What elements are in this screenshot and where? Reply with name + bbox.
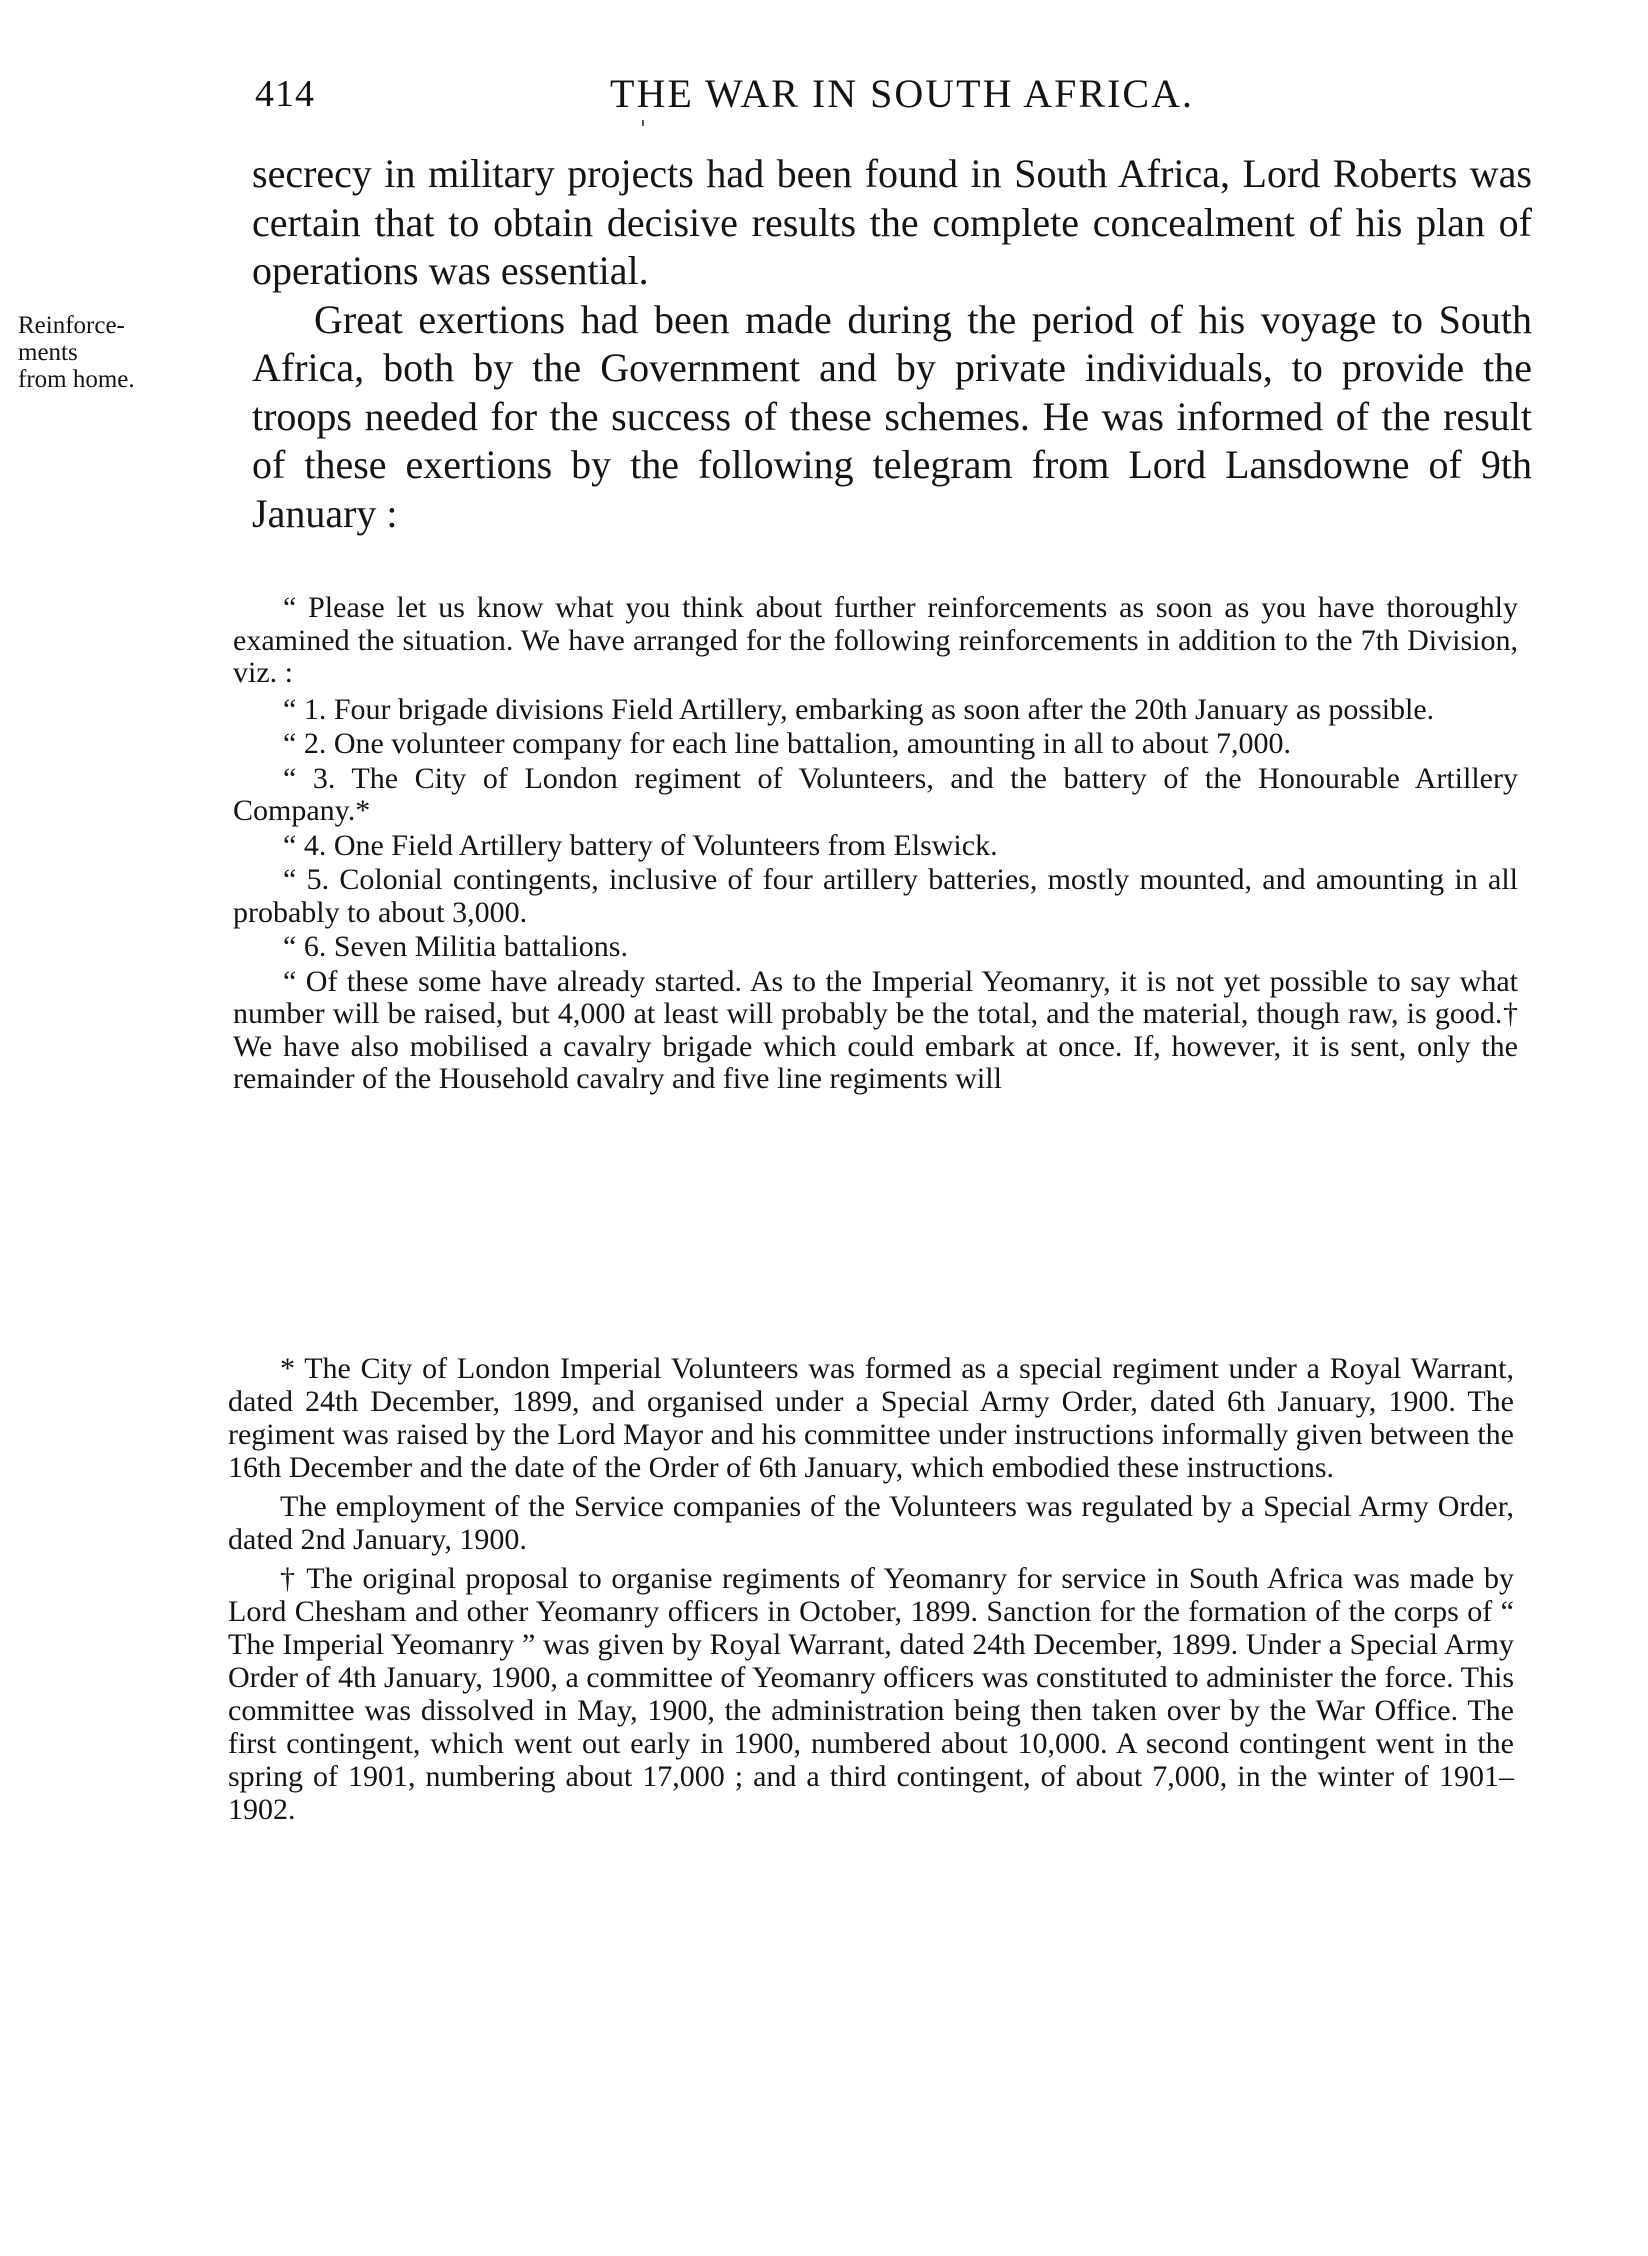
footnote: † The original proposal to organise regiments of Yeomanry for service in South Africa was made by Lord Chesham and other Yeomanry officers in October, 1899. Sanction for the formation of the corps of “ The Imperial Yeomanry ” was given by Royal Warrant, dated 24th December, 1899. Under a Special Army Order of 4th January, 1900, a committee of Yeomanry officers was constituted to administer the force. This committee was dissolved in May, 1900, the administration being then taken over by the War Office. The first contingent, which went out early in 1900, numbered about 10,000. A second contingent went in the spring of 1901, numbering about 17,000 ; and a third contingent, of about 7,000, in the winter of 1901–1902. (228, 1562, 1514, 1826)
margin-note-line: ments (18, 339, 78, 366)
footnote: The employment of the Service companies of the Volunteers was regulated by a Special Army Order, dated 2nd January, 1900. (228, 1490, 1514, 1556)
page-number: 414 (255, 73, 315, 115)
margin-note-line: Reinforce- (18, 312, 125, 339)
telegram-intro: “ Please let us know what you think about further reinforcements as soon as you have thoroughly examined the situation. We have arranged for the following reinforcements in addition to the 7th Division, viz. : (233, 591, 1518, 689)
telegram-item: “ 3. The City of London regiment of Volunteers, and the battery of the Honourable Artillery Company.* (233, 761, 1518, 827)
running-title: THE WAR IN SOUTH AFRICA. (610, 71, 1194, 116)
telegram-item: “ 4. One Field Artillery battery of Volunteers from Elswick. (283, 828, 998, 862)
print-mark (642, 120, 644, 126)
page-header (252, 68, 1532, 120)
telegram-item: “ 2. One volunteer company for each line battalion, amounting in all to about 7,000. (283, 727, 1292, 760)
body-text (252, 150, 1532, 538)
telegram-quote (233, 592, 1518, 1098)
margin-note-line: from home. (18, 366, 135, 393)
telegram-item: “ 6. Seven Militia battalions. (283, 930, 628, 963)
telegram-item: “ 5. Colonial contingents, inclusive of four artillery batteries, mostly mounted, and amounting in all probably to about 3,000. (233, 863, 1518, 929)
footnote: * The City of London Imperial Volunteers was formed as a special regiment under a Royal Warrant, dated 24th December, 1899, and organised under a Special Army Order, dated 6th January, 1900. The regiment was raised by the Lord Mayor and his committee under instructions informally given between the 16th December and the date of the Order of 6th January, which embodied these instructions. (228, 1352, 1514, 1484)
telegram-closing: “ Of these some have already started. As to the Imperial Yeomanry, it is not yet possible to say what number will be raised, but 4,000 at least will probably be the total, and the material, though raw, is good.† We have also mobilised a cavalry brigade which could embark at once. If, however, it is sent, only the remainder of the Household cavalry and five line regiments will (233, 964, 1518, 1095)
body-paragraph: Great exertions had been made during the period of his voyage to South Africa, both by the Government and by private individuals, to provide the troops needed for the success of these schemes. He was informed of the result of these exertions by the following telegram from Lord Lansdowne of 9th January : (252, 296, 1532, 536)
body-paragraph: secrecy in military projects had been found in South Africa, Lord Roberts was certain that to obtain decisive results the complete concealment of his plan of operations was essential. (252, 151, 1532, 293)
footnotes (228, 1352, 1514, 1832)
margin-note (18, 312, 188, 393)
telegram-item: “ 1. Four brigade divisions Field Artillery, embarking as soon after the 20th January as possible. (283, 692, 1435, 726)
